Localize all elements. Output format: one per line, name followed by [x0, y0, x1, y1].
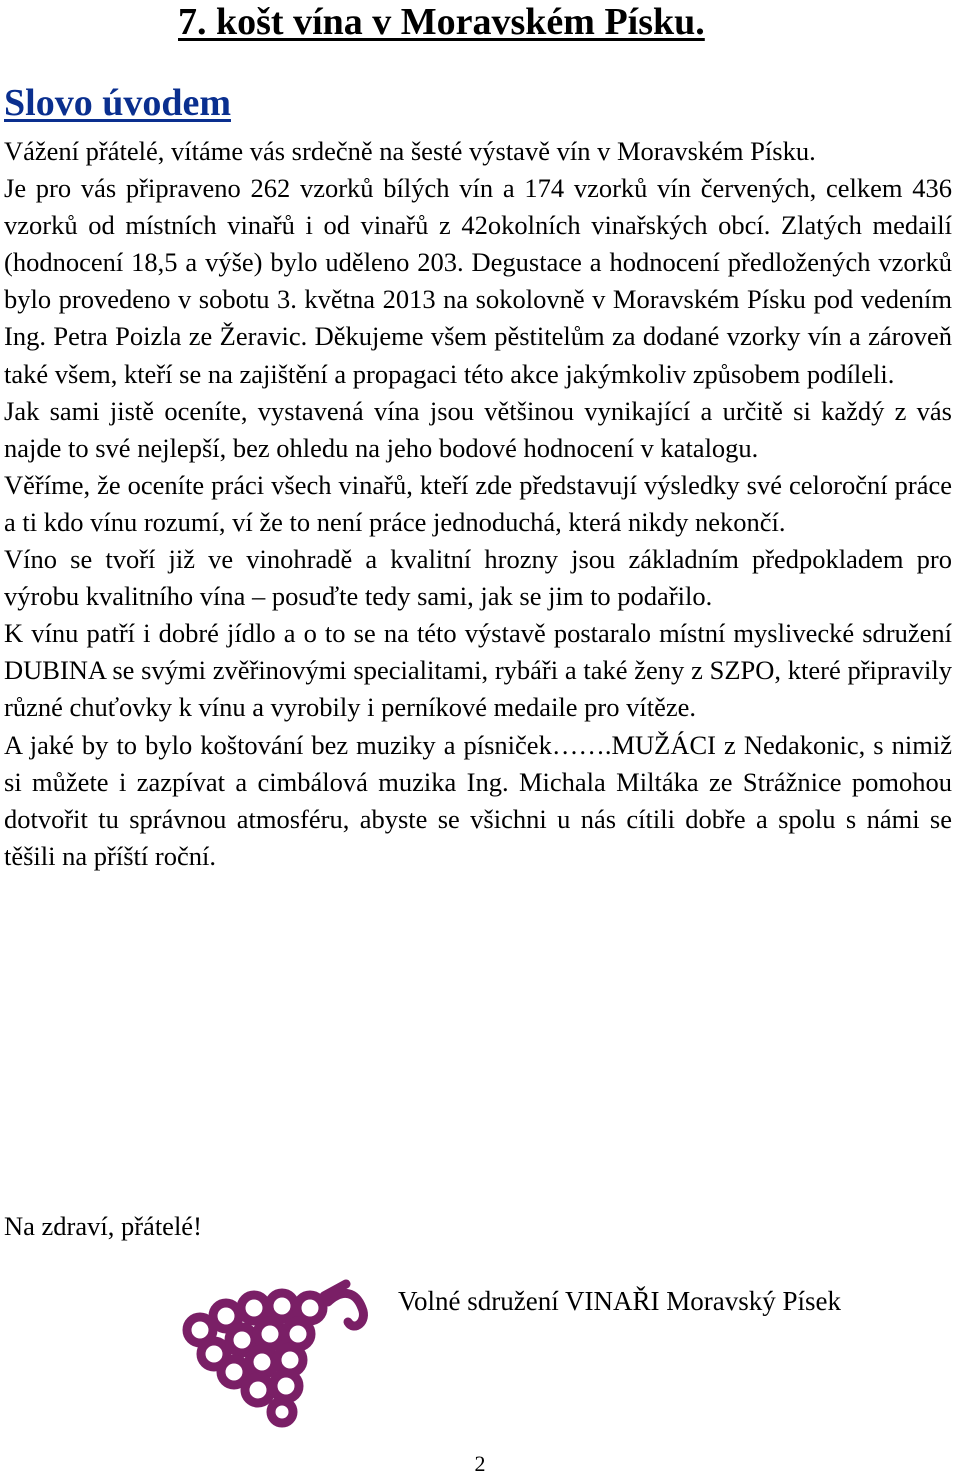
paragraph-welcome: Vážení přátelé, vítáme vás srdečně na šesté výstavě vín v Moravském Písku.	[4, 136, 816, 166]
page-number: 2	[474, 1451, 486, 1476]
paragraph-winemakers: Věříme, že oceníte práci všech vinařů, kteří zde představují výsledky své celoroční práce a ti kdo vínu rozumí, ví že to není práce jednoduchá, která nikdy nekončí.	[4, 469, 952, 537]
intro-text	[4, 133, 952, 875]
section-heading: Slovo úvodem	[4, 82, 231, 124]
grape-cluster-icon	[178, 1278, 378, 1428]
paragraph-vineyard: Víno se tvoří již ve vinohradě a kvalitní hrozny jsou základním předpokladem pro výrobu kvalitního vína – posuďte tedy sami, jak se jim to podařilo.	[4, 544, 952, 612]
paragraph-samples: Je pro vás připraveno 262 vzorků bílých vín a 174 vzorků vín červených, celkem 436 vzorků od místních vinařů i od vinařů z 42okolních vinařských obcí. Zlatých medailí (hodnocení 18,5 a výše) bylo uděleno 203. Degustace a hodnocení předložených vzorků bylo provedeno v sobotu 3. května 2013 na sokolovně v Moravském Písku pod vedením Ing. Petra Poizla ze Žeravic. Děkujeme všem pěstitelům za dodané vzorky vín a zároveň také všem, kteří se na zajištění a propagaci této akce jakýmkoliv způsobem podíleli.	[4, 173, 952, 389]
paragraph-food: K vínu patří i dobré jídlo a o to se na této výstavě postaralo místní myslivecké sdružení DUBINA se svými zvěřinovými specialitami, rybáři a také ženy z SZPO, které připravily různé chuťovky k vínu a vyrobily i perníkové medaile pro vítěze.	[4, 618, 952, 723]
signature: Volné sdružení VINAŘI Moravský Písek	[398, 1286, 841, 1316]
paragraph-wines: Jak sami jistě oceníte, vystavená vína jsou většinou vynikající a určitě si každý z vás najde to své nejlepší, bez ohledu na jeho bodové hodnocení v katalogu.	[4, 395, 952, 463]
paragraph-music: A jaké by to bylo koštování bez muziky a písniček…….MUŽÁCI z Nedakonic, s nimiž si můžete i zazpívat a cimbálová muzika Ing. Michala Miltáka ze Strážnice pomohou dotvořit tu správnou atmosféru, abyste se všichni u nás cítili dobře a spolu s námi se těšili na příští roční.	[4, 729, 952, 871]
greeting: Na zdraví, přátelé!	[4, 1211, 202, 1241]
page-title: 7. košt vína v Moravském Písku.	[178, 1, 705, 43]
